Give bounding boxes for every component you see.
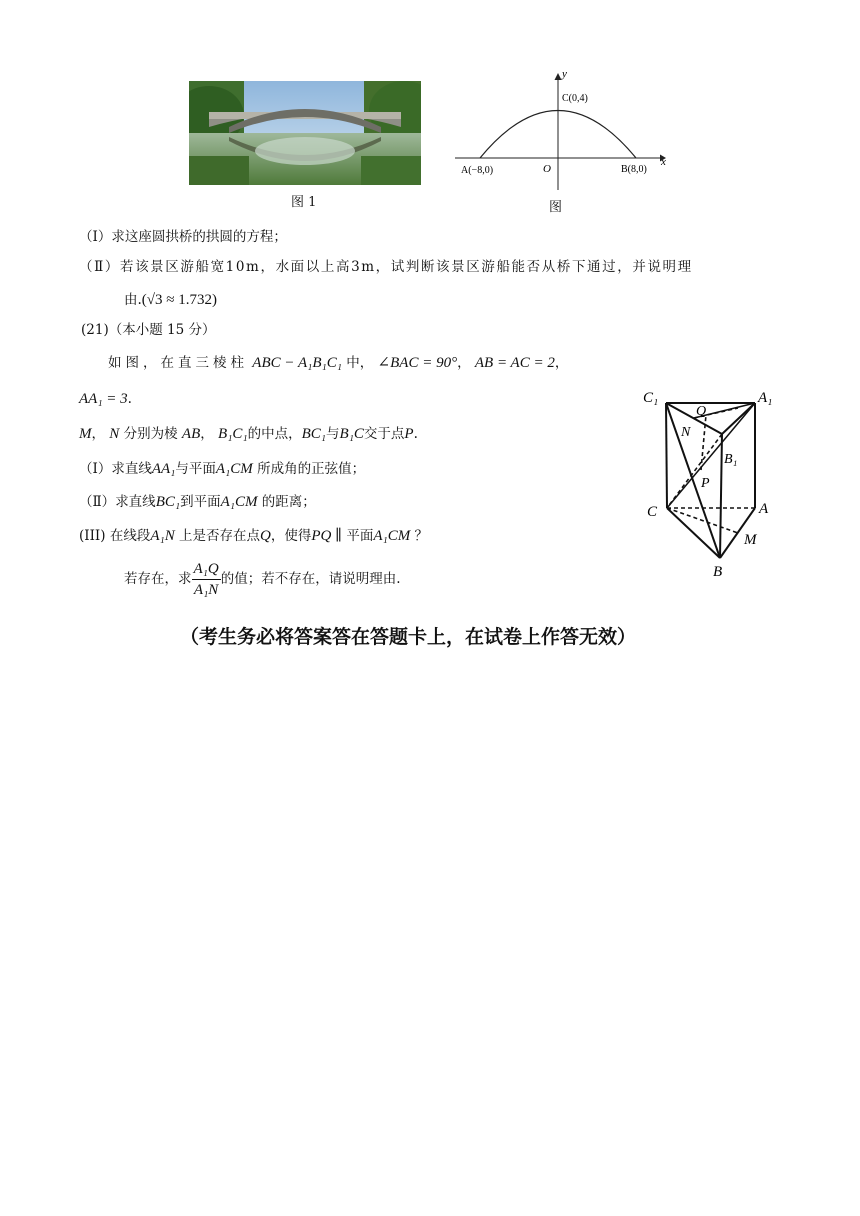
q20-part2 (79, 261, 693, 275)
q21-height (79, 392, 132, 407)
q21-sep2: ， (554, 355, 569, 371)
q21-part1-label: （Ⅰ） (79, 461, 112, 477)
label-b: B (713, 564, 723, 580)
label-c: C (647, 504, 658, 520)
q21-part3-a: 在线段 (109, 528, 151, 544)
q21-part1-e: 所成角的正弦值； (257, 461, 366, 477)
line-b1-c-dashed (667, 434, 722, 508)
q21-part2-c: 到平面 (180, 494, 221, 510)
figure1-caption: 图 1 (291, 195, 317, 210)
q21-part3-g: 平面 (346, 528, 374, 544)
q21-part1 (79, 462, 365, 477)
comma2: ， (200, 426, 214, 442)
edge-c1-c (666, 403, 667, 508)
q21-last-b: 的值；若不存在，请说明理由. (220, 570, 401, 587)
q20-part1-text: 求这座圆拱桥的拱圆的方程； (111, 229, 287, 245)
label-q: Q (696, 404, 707, 419)
q21-intro-b: 中， (346, 355, 374, 371)
text-and: 与 (326, 426, 340, 442)
line-c1-b (666, 403, 720, 558)
label-n: N (681, 425, 691, 440)
ratio-fraction (192, 561, 221, 598)
q21-part3-h: A₁CM (373, 528, 411, 544)
text-midpoint: 的中点， (247, 426, 302, 442)
var-n: N (109, 426, 120, 442)
fraction-denominator: A₁N (193, 581, 219, 598)
sqrt-approx: (√3 ≈ 1.732) (141, 292, 218, 308)
label-p: P (701, 476, 710, 491)
q21-prism: ABC − A₁B₁C₁ (252, 355, 342, 371)
line-b1c: B₁C (339, 426, 364, 442)
bridge-photo-illustration (189, 81, 421, 185)
q21-part1-c: 与平面 (175, 461, 216, 477)
bridge-photo (189, 81, 421, 185)
y-axis-arrow-icon (555, 73, 562, 80)
text-midpoints: 分别为棱 (123, 426, 178, 442)
q21-part3-b: A₁N (150, 528, 175, 544)
line-c-m-dashed (667, 508, 738, 533)
point-a-label: A(−8,0) (461, 165, 494, 176)
q21-part3-f: PQ ∥ (311, 528, 343, 544)
q21-part3-label: (III) (79, 528, 106, 544)
q21-part1-d: A₁CM (215, 461, 253, 477)
q21-mn-line (79, 427, 418, 442)
point-p: P (404, 426, 414, 442)
q21-part2-b: BC₁ (155, 494, 181, 510)
edge-b1c1: B₁C₁ (218, 426, 248, 442)
q21-angle: ∠BAC = 90° (377, 355, 458, 371)
var-m: M (79, 426, 92, 442)
q21-part1-a: 求直线 (111, 461, 152, 477)
q21-sides: AB = AC = 2 (474, 355, 555, 371)
fraction-numerator: A₁Q (192, 561, 221, 580)
line-bc1: BC₁ (301, 426, 327, 442)
q21-part3-e: ，使得 (270, 528, 312, 544)
figure2-caption: 图 (549, 200, 563, 215)
label-a1: A₁ (758, 390, 773, 406)
q20-part2-cont-text: 由. (124, 292, 142, 308)
period2: . (413, 426, 418, 442)
q20-part2-text: 若该景区游船宽10m，水面以上高3m，试判断该景区游船能否从桥下通过，并说明理 (119, 259, 693, 275)
origin-label: O (543, 163, 551, 175)
point-c-label: C(0,4) (562, 93, 588, 104)
q21-part3-c: 上是否存在点 (179, 528, 261, 544)
q21-part2-label: （Ⅱ） (79, 494, 116, 510)
label-a: A (759, 501, 769, 517)
q20-part1-label: （Ⅰ） (79, 229, 112, 245)
q21-sep: ， (457, 355, 471, 371)
q21-part2-e: 的距离； (261, 494, 316, 510)
q21-header: (21)（本小题 15 分） (81, 322, 216, 338)
q21-last-line (124, 561, 401, 598)
q20-part2-cont (124, 293, 217, 308)
prism-diagram (640, 386, 790, 581)
label-c1: C₁ (643, 390, 659, 406)
q21-part3-d: Q (260, 528, 271, 544)
answer-notice: （考生务必将答案答在答题卡上，在试卷上作答无效） (180, 626, 637, 648)
label-b1: B₁ (724, 452, 738, 467)
q21-part3-i: ？ (414, 528, 429, 544)
label-m: M (744, 532, 757, 548)
q21-part2-a: 求直线 (115, 494, 156, 510)
q20-part1 (79, 231, 287, 245)
text-meet: 交于点 (363, 426, 405, 442)
x-axis-label: x (661, 156, 666, 168)
q21-last-a: 若存在，求 (124, 570, 192, 587)
q21-intro-a: 如图，在直三棱柱 (108, 355, 248, 371)
q21-period: . (127, 391, 132, 407)
arch-coordinate-diagram (455, 68, 685, 208)
q20-part2-label: （Ⅱ） (79, 259, 120, 275)
q21-height-eq: AA₁ = 3 (79, 391, 128, 407)
y-axis-label: y (562, 68, 567, 80)
edge-ab: AB (181, 426, 201, 442)
q21-part3 (79, 529, 428, 544)
q21-part2-d: A₁CM (220, 494, 258, 510)
q21-intro (108, 356, 568, 371)
edge-b1-b (720, 434, 722, 558)
line-a1-c (667, 403, 755, 508)
comma: ， (91, 426, 105, 442)
q21-part2 (79, 495, 316, 510)
q21-part1-b: AA₁ (151, 461, 176, 477)
point-b-label: B(8,0) (621, 164, 647, 175)
